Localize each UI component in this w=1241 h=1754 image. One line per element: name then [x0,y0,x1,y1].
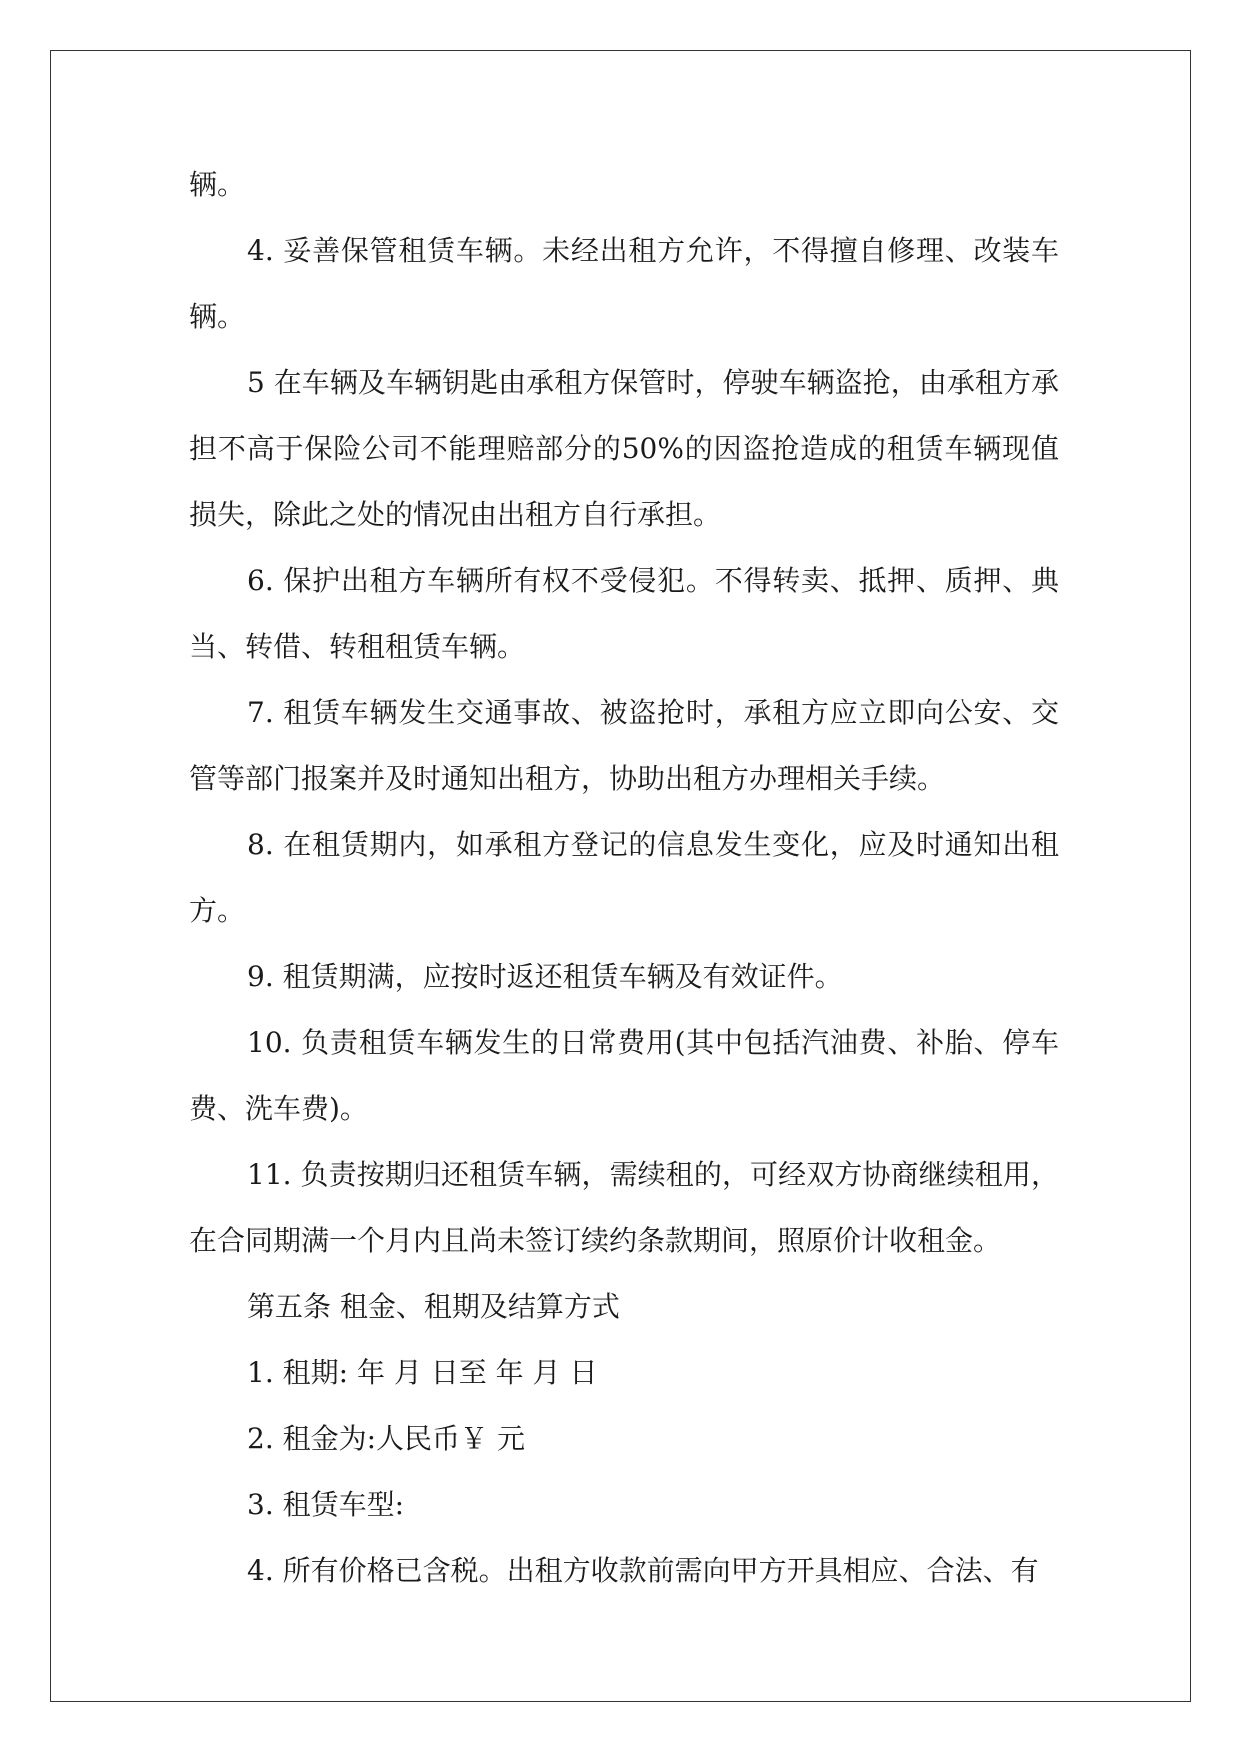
paragraph-lease-term: 1. 租期: 年 月 日至 年 月 日 [247,1356,598,1389]
document-body [189,152,1059,1604]
paragraph-tax-note: 4. 所有价格已含税。出租方收款前需向甲方开具相应、合法、有 [247,1554,1039,1587]
paragraph-item-4: 4. 妥善保管租赁车辆。未经出租方允许，不得擅自修理、改装车辆。 [189,234,1059,333]
paragraph-rent-amount: 2. 租金为:人民币￥ 元 [247,1422,525,1455]
paragraph-item-8: 8. 在租赁期内，如承租方登记的信息发生变化，应及时通知出租方。 [189,828,1059,927]
paragraph-item-11: 11. 负责按期归还租赁车辆，需续租的，可经双方协商继续租用，在合同期满一个月内且尚未签订续约条款期间，照原价计收租金。 [189,1158,1059,1257]
section-heading-article-5: 第五条 租金、租期及结算方式 [247,1290,620,1323]
paragraph-continuation: 辆。 [189,168,246,201]
paragraph-item-6: 6. 保护出租方车辆所有权不受侵犯。不得转卖、抵押、质押、典当、转借、转租租赁车辆。 [189,564,1059,663]
paragraph-item-9: 9. 租赁期满，应按时返还租赁车辆及有效证件。 [247,960,843,993]
paragraph-item-7: 7. 租赁车辆发生交通事故、被盗抢时，承租方应立即向公安、交管等部门报案并及时通知出租方，协助出租方办理相关手续。 [189,696,1059,795]
paragraph-item-5: 5 在车辆及车辆钥匙由承租方保管时，停驶车辆盗抢，由承租方承担不高于保险公司不能理赔部分的50%的因盗抢造成的租赁车辆现值损失，除此之处的情况由出租方自行承担。 [189,366,1059,531]
paragraph-item-10: 10. 负责租赁车辆发生的日常费用(其中包括汽油费、补胎、停车费、洗车费)。 [189,1026,1059,1125]
paragraph-vehicle-model: 3. 租赁车型: [247,1488,405,1521]
